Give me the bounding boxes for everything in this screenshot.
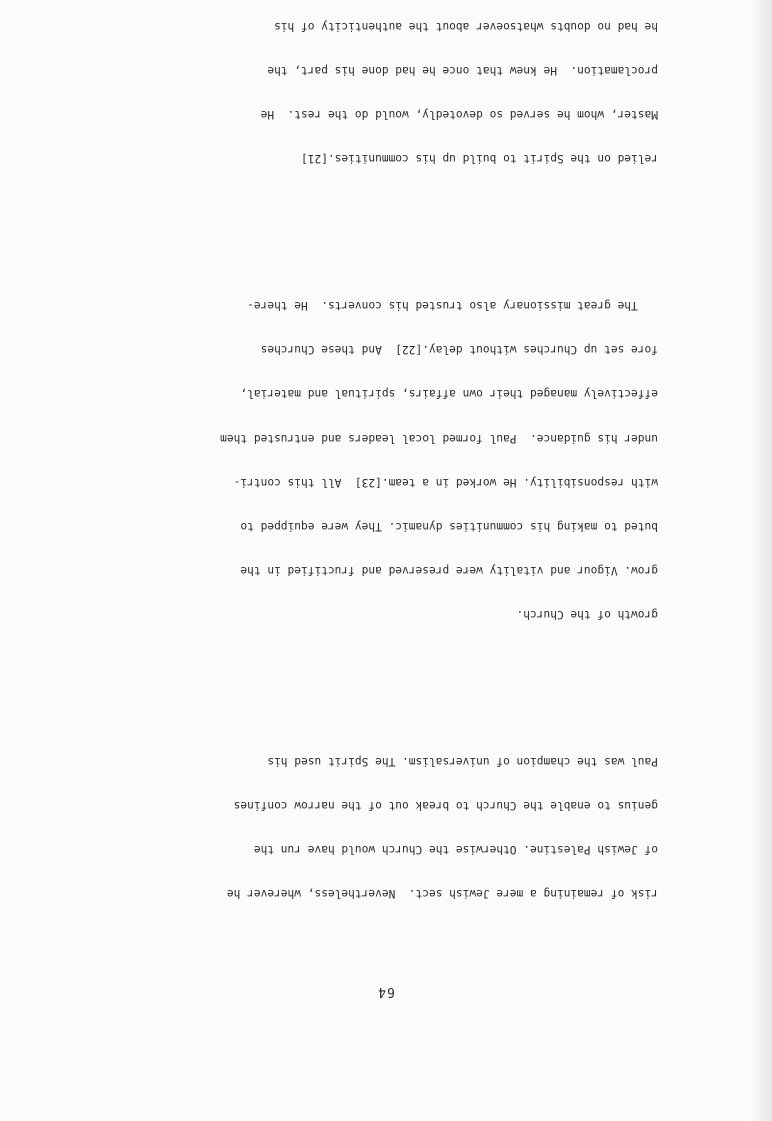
text-line: Paul was the champion of universalism. The Spirit used his xyxy=(267,754,658,768)
text-line: buted to making his communities dynamic. They were equipped to xyxy=(240,519,658,533)
paragraph-3 xyxy=(98,0,658,195)
text-line: effectively managed their own affairs, spiritual and material, xyxy=(240,387,658,401)
scan-edge-shadow xyxy=(750,0,772,1121)
text-line: with responsibility. He worked in a team.[23] All this contri- xyxy=(233,475,658,489)
text-line: relied on the Spirit to build up his communities.[21] xyxy=(301,152,658,166)
paragraph-gap xyxy=(98,680,658,695)
text-line: Master, whom he served so devotedly, would do the rest. He xyxy=(260,108,658,122)
paragraph-1 xyxy=(98,724,658,930)
body-text xyxy=(98,0,658,959)
text-line: risk of remaining a mere Jewish sect. Nevertheless, wherever he xyxy=(226,887,658,901)
text-line: under his guidance. Paul formed local leaders and entrusted them xyxy=(220,431,658,445)
text-line: growth of the Church. xyxy=(516,607,658,621)
paragraph-2 xyxy=(98,268,658,650)
text-line: he had no doubts whatsoever about the authenticity of his xyxy=(274,19,658,33)
paragraph-gap xyxy=(98,224,658,239)
text-line: fore set up Churches without delay.[22] And these Churches xyxy=(260,343,658,357)
page-number: 64 xyxy=(377,984,395,999)
text-line: proclamation. He knew that once he had done his part, the xyxy=(267,64,658,78)
text-line: grow. Vigour and vitality were preserved and fructified in the xyxy=(240,563,658,577)
text-line: of Jewish Palestine. Otherwise the Church would have run the xyxy=(253,843,658,857)
text-line: genius to enable the Church to break out of the narrow confines xyxy=(233,799,658,812)
text-line: The great missionary also trusted his converts. He there- xyxy=(247,299,658,313)
